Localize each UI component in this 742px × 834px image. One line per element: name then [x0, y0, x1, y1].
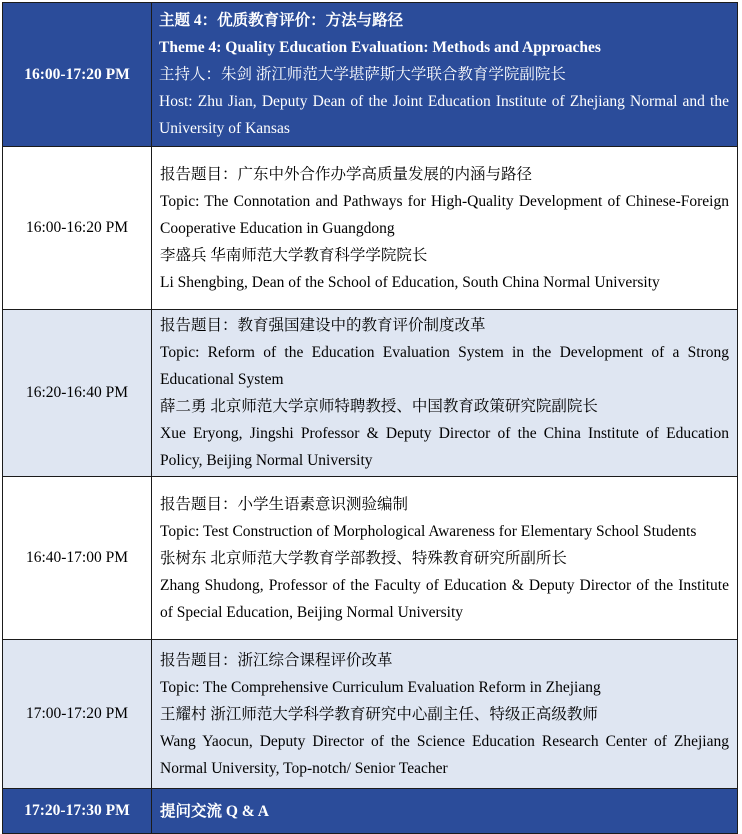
qa-label: 提问交流 Q & A — [152, 789, 738, 834]
talk-info — [152, 477, 738, 640]
speaker-en: Zhang Shudong, Professor of the Faculty of Education & Deputy Director of the Institute of Special Education, Beijing Normal University — [160, 576, 729, 621]
talk-time: 16:20-16:40 PM — [3, 310, 152, 477]
talk-title-zh: 报告题目：教育强国建设中的教育评价制度改革 — [160, 317, 486, 334]
qa-row — [3, 789, 738, 834]
talk-title-zh: 报告题目：广东中外合作办学高质量发展的内涵与路径 — [160, 165, 533, 183]
qa-time: 17:20-17:30 PM — [3, 789, 152, 834]
talk-title-en: Topic: Test Construction of Morphological Awareness for Elementary School Students — [160, 522, 697, 540]
talk-row — [3, 477, 738, 640]
talk-info — [152, 640, 738, 789]
talk-title-en: Topic: The Connotation and Pathways for High-Quality Development of Chinese-Foreign Cooperative Education in Guangdong — [160, 192, 729, 237]
talk-time: 16:40-17:00 PM — [3, 477, 152, 640]
session-info — [152, 3, 738, 147]
talk-row — [3, 147, 738, 310]
speaker-en: Wang Yaocun, Deputy Director of the Science Education Research Center of Zhejiang Normal University, Top-notch/ Senior Teacher — [160, 732, 729, 777]
speaker-zh: 张树东 北京师范大学教育学部教授、特殊教育研究所副所长 — [160, 549, 567, 567]
talk-time: 16:00-16:20 PM — [3, 147, 152, 310]
schedule-table — [2, 2, 738, 834]
talk-title-zh: 报告题目：小学生语素意识测验编制 — [160, 495, 409, 513]
speaker-zh: 王耀村 浙江师范大学科学教育研究中心副主任、特级正高级教师 — [160, 705, 598, 723]
speaker-en: Li Shengbing, Dean of the School of Education, South China Normal University — [160, 273, 660, 291]
session-time: 16:00-17:20 PM — [3, 3, 152, 147]
speaker-en: Xue Eryong, Jingshi Professor & Deputy Director of the China Institute of Education Policy, Beijing Normal University — [160, 425, 729, 469]
talk-info — [152, 147, 738, 310]
talk-title-en: Topic: The Comprehensive Curriculum Evaluation Reform in Zhejiang — [160, 678, 601, 696]
theme-title-zh: 主题 4：优质教育评价：方法与路径 — [159, 12, 404, 29]
speaker-zh: 李盛兵 华南师范大学教育科学学院院长 — [160, 246, 428, 264]
host-zh: 主持人：朱剑 浙江师范大学堪萨斯大学联合教育学院副院长 — [159, 66, 566, 83]
talk-info — [152, 310, 738, 477]
session-header-row — [3, 3, 738, 147]
speaker-zh: 薛二勇 北京师范大学京师特聘教授、中国教育政策研究院副院长 — [160, 398, 598, 415]
talk-title-en: Topic: Reform of the Education Evaluation System in the Development of a Strong Educational System — [160, 344, 729, 388]
talk-time: 17:00-17:20 PM — [3, 640, 152, 789]
host-en: Host: Zhu Jian, Deputy Dean of the Joint Education Institute of Zhejiang Normal and the University of Kansas — [159, 93, 729, 137]
talk-row — [3, 310, 738, 477]
talk-title-zh: 报告题目：浙江综合课程评价改革 — [160, 651, 393, 669]
theme-title-en: Theme 4: Quality Education Evaluation: Methods and Approaches — [159, 39, 601, 56]
talk-row — [3, 640, 738, 789]
